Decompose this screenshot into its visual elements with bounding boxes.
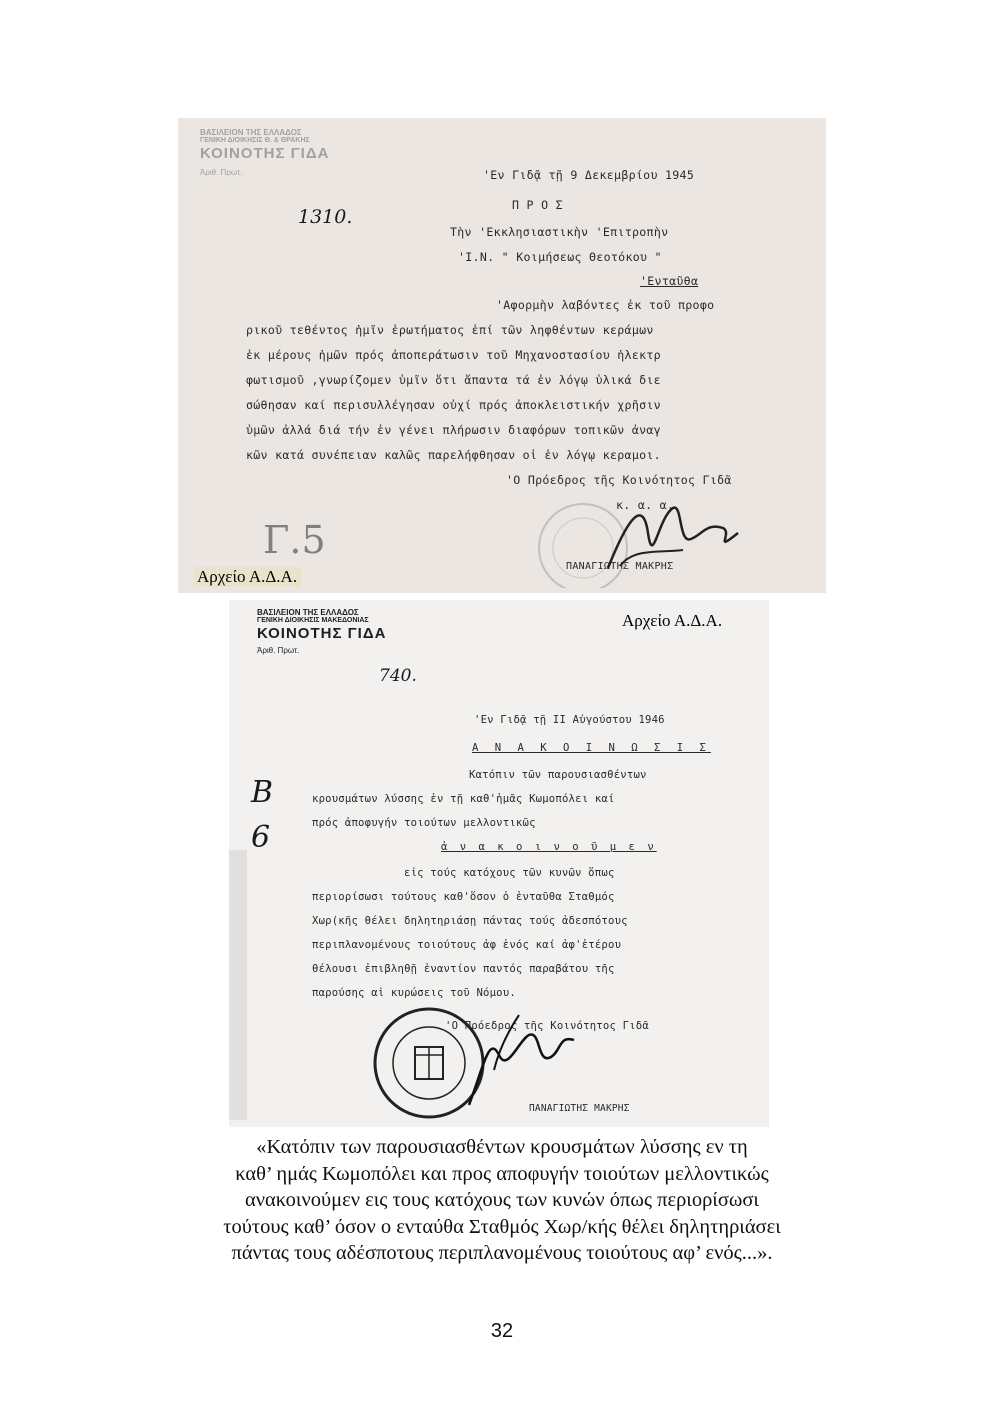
doc2-seal-signature: [369, 995, 609, 1125]
doc1-signatory-kaa: κ. α. α.: [616, 498, 675, 512]
doc2-body-line: περιορίσωσι τούτους καθ'ὅσον ὁ ἐνταῦθα Σταθμός: [312, 891, 615, 903]
doc2-body-line: κρουσμάτων λύσσης ἐν τῇ καθ'ἡμᾶς Κωμοπόλει καί: [312, 793, 615, 805]
page-number: 32: [490, 1320, 514, 1342]
doc1-recipient-2: 'Ι.Ν. " Κοιμήσεως Θεοτόκου ": [458, 250, 662, 264]
caption-line: «Κατόπιν των παρουσιασθέντων κρουσμάτων λύσσης εν τη: [256, 1136, 748, 1158]
doc2-header-line: ΚΟΙΝΟΤΗΣ ΓΙΔΑ: [257, 625, 387, 643]
scanned-document-2: [229, 600, 769, 1127]
doc2-title: Α Ν Α Κ Ο Ι Ν Ω Σ Ι Σ: [472, 742, 711, 754]
doc1-protocol-number: 1310.: [298, 206, 353, 228]
doc2-body-line: παρούσης αἱ κυρώσεις τοῦ Νόμου.: [312, 987, 516, 999]
doc1-recipient-3: 'Ενταῦθα: [640, 274, 699, 288]
doc2-header-line: ΒΑΣΙΛΕΙΟΝ ΤΗΣ ΕΛΛΑΔΟΣ: [257, 608, 359, 617]
doc1-body-line: φωτισμοῦ ,γνωρίζομεν ὑμῖν ὅτι ἅπαντα τά ἐν λόγῳ ὑλικά διε: [246, 373, 661, 387]
scanned-document-1: [178, 118, 826, 593]
doc2-signatory-title: 'Ο Πρόεδρος τῆς Κοινότητος Γιδᾶ: [445, 1020, 649, 1032]
caption-line: καθ’ ημάς Κωμοπόλει και προς αποφυγήν τοιούτων μελλοντικώς: [235, 1162, 769, 1185]
doc1-header-line: ΓΕΝΙΚΗ ΔΙΟΙΚΗΣΙΣ Θ. & ΘΡΑΚΗΣ: [200, 137, 310, 145]
doc2-handwritten-mark: Β 6: [251, 775, 274, 855]
doc1-body-line: σώθησαν καί περισυλλέγησαν οὐχί πρός ἀποκλειστικήν χρῆσιν: [246, 398, 661, 412]
doc2-header-line: Ἀριθ. Πρωτ.: [257, 646, 300, 656]
doc1-handwritten-mark: Γ.5: [263, 518, 326, 562]
doc1-stamp-signature: [508, 478, 768, 588]
doc2-header-line: ΓΕΝΙΚΗ ΔΙΟΙΚΗΣΙΣ ΜΑΚΕΔΟΝΙΑΣ: [257, 617, 369, 625]
doc1-header-line: Ἀριθ. Πρωτ.: [200, 168, 243, 178]
caption-line: τούτους καθ’ όσον ο ενταύθα Σταθμός Χωρ/κής θέλει δηλητηριάσει: [223, 1215, 781, 1238]
caption-line: πάντας τους αδέσποτους περιπλανομένους τοιούτους αφ’ ενός...».: [231, 1242, 773, 1264]
doc1-to: Π Ρ Ο Σ: [512, 198, 563, 212]
doc2-body-line: περιπλανομένους τοιούτους ἀφ ἑνός καί ἀφ'ἑτέρου: [312, 939, 622, 951]
caption-line: ανακοινούμεν εις τους κατόχους των κυνών όπως περιορίσωσι: [245, 1189, 759, 1211]
doc2-body-line: Κατόπιν τῶν παρουσιασθέντων: [469, 769, 647, 781]
doc1-body-line: ἐκ μέρους ἡμῶν πρός ἀποπεράτωσιν τοῦ Μηχανοστασίου ἠλεκτρ: [246, 348, 661, 362]
doc2-archive-label: Αρχείο Α.Δ.Α.: [622, 611, 723, 630]
doc1-body-line: 'Αφορμὴν λαβόντες ἐκ τοῦ προφο: [496, 298, 715, 312]
doc2-body-line: θέλουσι ἐπιβληθῇ ἐναντίον παντός παραβάτου τῆς: [312, 963, 615, 975]
doc1-archive-label: Αρχείο Α.Δ.Α.: [193, 567, 301, 587]
doc2-body-line: ἀ ν α κ ο ι ν ο ῦ μ ε ν: [441, 841, 657, 853]
doc2-body-line: Χωρ(κῆς θέλει δηλητηριάσῃ πάντας τούς ἀδεσπότους: [312, 915, 628, 927]
doc1-signatory-name: ΠΑΝΑΓΙΩΤΗΣ ΜΑΚΡΗΣ: [566, 561, 674, 572]
doc1-header-line: ΚΟΙΝΟΤΗΣ ΓΙΔΑ: [200, 145, 330, 163]
doc1-header-stamp: [200, 128, 329, 178]
doc1-date: 'Εν Γιδᾷ τῇ 9 Δεκεμβρίου 1945: [483, 168, 695, 182]
doc2-protocol-number: 740.: [379, 666, 417, 686]
doc1-body-line: ὑμῶν ἀλλά διά τήν ἐν γένει πλήρωσιν διαφόρων τοπικῶν ἀναγ: [246, 423, 661, 437]
doc2-body-line: πρός ἀποφυγήν τοιούτων μελλοντικῶς: [312, 817, 536, 829]
doc2-date: 'Εν Γιδᾷ τῇ ΙΙ Αὐγούστου 1946: [474, 714, 665, 726]
doc1-header-line: ΒΑΣΙΛΕΙΟΝ ΤΗΣ ΕΛΛΑΔΟΣ: [200, 128, 302, 137]
doc2-header-stamp: [257, 608, 386, 656]
doc1-recipient-1: Τὴν 'Εκκλησιαστικὴν 'Επιτροπὴν: [450, 225, 669, 239]
doc2-signatory-name: ΠΑΝΑΓΙΩΤΗΣ ΜΑΚΡΗΣ: [529, 1103, 630, 1114]
doc1-body-line: ρικοῦ τεθέντος ἡμῖν ἐρωτήματος ἐπί τῶν ληφθέντων κεράμων: [246, 323, 654, 337]
doc1-body-line: κῶν κατά συνέπειαν καλῶς παρελήφθησαν οἱ ἐν λόγῳ κεραμοι.: [246, 448, 661, 462]
caption-quote: [120, 1134, 884, 1267]
doc2-body-line: εἰς τούς κατόχους τῶν κυνῶν ὅπως: [404, 867, 615, 879]
doc2-left-margin-strip: [229, 850, 247, 1120]
doc1-signatory-title: 'Ο Πρόεδρος τῆς Κοινότητος Γιδᾶ: [506, 473, 732, 487]
